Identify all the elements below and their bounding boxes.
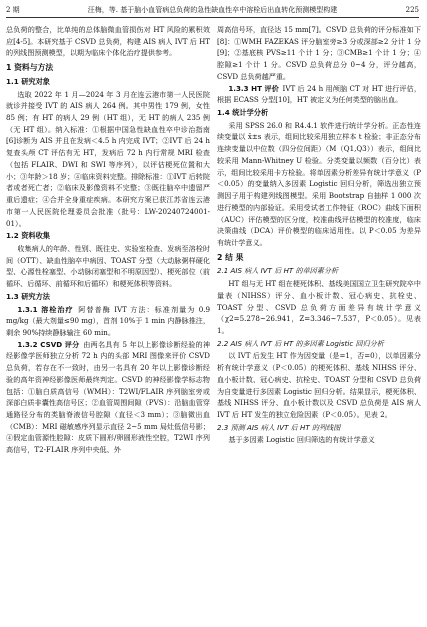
csvd-paragraph [6, 339, 210, 456]
section-heading-methods: 1 资料与方法 [6, 63, 54, 73]
subjects-paragraph: 选取 2022 年 1 月—2024 年 3 月在连云港市第一人民医院就诊并接受 IVT 的 AIS 病人 264 例。其中男性 179 例，女性 85 例；有 HT 的病人 29 例（HT 组），无 HT 的病人 235 例（无 HT 组）。纳入标准：①根据中国急性缺血性卒中诊治指南[6]诊断为 AIS 并且在发病＜4.5 h 内完成 IVT；②IVT 后 24 h 复查头颅 CT 评估有无 HT，发病后 72 h 内行常规 MRI 检查（包括 FLAIR、DWI 和 SWI 等序列），以评估梗死位置和大小；③年龄＞18 岁；④临床资料完整。排除标准：①IVT 后转院者或者死亡者；②临床及影像资料不完整；③既往脑卒中遗留严重后遗症；④合并全身重症疾病。本研究方案已获江苏省连云港市第一人民医院伦理委员会批准（批号：LW-20240724001-01）。 [6, 89, 210, 228]
multivariate-paragraph: 以 IVT 后发生 HT 作为因变量（是=1，否=0），以单因素分析有统计学意义（P＜0.05）的梗死体积、基线 NIHSS 评分、血小板计数、冠心病史、抗栓史、TOAST 分型和 CSVD 总负荷为自变量进行多因素 Logistic 回归分析。结果显示，梗死体积、基线 NIHSS 评分、血小板计数以及 CSVD 总负荷是 AIS 病人 IVT 后 HT 发生的独立危险因素（P＜0.05）。见表 2。 [217, 351, 421, 419]
thrombolysis-lead: 1.3.1 溶栓治疗 [17, 304, 74, 314]
thrombolysis-paragraph [6, 304, 210, 339]
subsection-heading-methods: 1.3 研究方法 [6, 291, 50, 301]
univariate-paragraph: HT 组与无 HT 组在梗死体积、基线美国国立卫生研究院卒中量表（NIHSS）评分、血小板计数、冠心病史、抗栓史、TOAST 分型、CSVD 总负荷方面差异有统计学意义（χ2=5.278~26.941，Z=3.346~7.537，P＜0.05）。见表 1。 [217, 279, 421, 335]
subsection-heading-nomogram: 2.3 预测 AIS 病人 IVT 后 HT 的列线图 [217, 422, 341, 432]
left-column [6, 24, 210, 456]
csvd-lead: 1.3.2 CSVD 评分 [17, 339, 80, 349]
subsection-heading-statistics: 1.4 统计学分析 [217, 108, 269, 118]
subsection-heading-data-collection: 1.2 资料收集 [6, 231, 50, 241]
ht-evaluation-paragraph [217, 83, 421, 106]
right-column [217, 24, 421, 446]
data-collection-paragraph: 收集病人的年龄、性别、既往史、实验室检查、发病至溶栓时间（OTT）、缺血性脑卒中病因、TOAST 分型（大动脉粥样硬化型、心源性栓塞型、小动脉闭塞型和不明原因型）、梗死部位（前循环、后循环、前循环和后循环）和梗死体积等资料。 [6, 243, 210, 289]
section-heading-results: 2 结 果 [217, 252, 244, 262]
statistics-paragraph: 采用 SPSS 26.0 和 R4.4.1 软件进行统计学分析。正态性连续变量以 x̄±s 表示，组间比较采用独立样本 t 检验；非正态分布连续变量以中位数（四分位间距）（M（Q1,Q3））表示，组间比较采用 Mann-Whitney U 检验。分类变量以频数（百分比）表示，组间比较采用卡方检验。将单因素分析差异有统计学意义（P＜0.05）的变量纳入多因素 Logistic 回归分析，筛选出独立预测因子用于构建列线图模型。采用 Bootstrap 自抽样 1 000 次进行模型的内部验证。采用受试者工作特征（ROC）曲线下面积（AUC）评估模型的区分度，校准曲线评估模型的校准度，临床决策曲线（DCA）评价模型的临床适用性。以 P＜0.05 为差异有统计学意义。 [217, 120, 421, 247]
page-number: 225 [405, 6, 419, 14]
issue-number: 2 期 [6, 6, 20, 14]
thrombolysis-text: 阿替普酶 IVT 方法：标准剂量为 0.9 mg/kg（最大剂量≤90 mg），首剂 10%于 1 min 内静脉推注，剩余 90%持续静脉输注 60 min。 [6, 304, 211, 337]
subsection-heading-univariate: 2.1 AIS 病人 IVT 后 HT 的单因素分析 [217, 266, 339, 276]
csvd-continued-paragraph: 周高信号环，直径达 15 mm[7]。CSVD 总负荷的评分标准如下[8]：①WMH FAZEKAS 评分脑室旁≥3 分或深部≥2 分计 1 分[9]；②基底核 PVS≥11 个计 1 分；③CMB≥1 个计 1 分；④腔隙≥1 个计 1 分。CSVD 总负荷总分 0~4 分，评分越高，CSVD 总负荷越严重。 [217, 25, 421, 81]
intro-paragraph: 总负荷的整合，比单纯的总体脑微血管损伤对 HT 风险的累积效应[4-5]。本研究基于 CSVD 总负荷，构建 AIS 病人 IVT 后 HT 的列线图预测模型，以期为临床个体化治疗提供参考。 [6, 25, 210, 58]
running-title: 汪梅，等. 基于脑小血管病总负荷的急性缺血性卒中溶栓后出血转化预测模型构建 [87, 6, 338, 14]
csvd-text: 由两名具有 5 年以上影像诊断经验的神经影像学医师独立分析 72 h 内的头部 MRI 图像来评价 CSVD 总负荷，若存在不一致时，由另一名具有 20 年以上影像诊断经验的高年资神经影像医师最终判定。CSVD 的神经影像学标志物包括：①脑白质高信号（WMH）：T2WI/FLAIR 序列脑室旁或深部白质非囊性高信号区；②血管周围间隙（PVS）：沿脑血管穿通路径分布的类脑脊液信号腔隙（直径＜3 mm）；③脑微出血（CMB）：MRI 磁敏感序列显示直径 2~5 mm 局灶低信号影；④假定血管源性腔隙：皮质下圆形/卵圆形液性空腔，T2WI 序列高信号，T2-FLAIR 序列中央低、外 [6, 339, 210, 455]
ht-evaluation-text: IVT 后 24 h 用颅脑 CT 对 HT 进行评估，根据 ECASS 分型[10]，HT 被定义为任何类型的脑出血。 [217, 83, 421, 105]
nomogram-paragraph: 基于多因素 Logistic 回归筛选的有统计学意义 [228, 435, 375, 445]
running-header [6, 4, 419, 18]
subsection-heading-multivariate: 2.2 AIS 病人 IVT 后 HT 的多因素 Logistic 回归分析 [217, 338, 384, 348]
subsection-heading-subjects: 1.1 研究对象 [6, 76, 50, 86]
ht-evaluation-lead: 1.3.3 HT 评价 [228, 83, 279, 93]
